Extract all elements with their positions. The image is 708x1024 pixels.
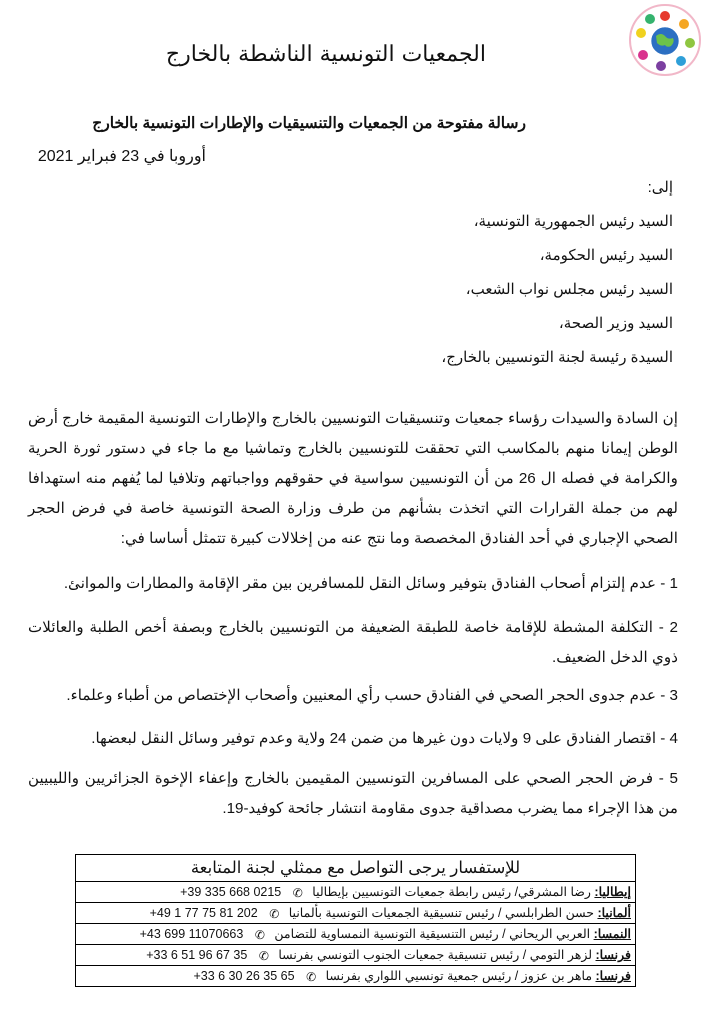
contact-person: العربي الريحاني / رئيس التنسيقية التونسية النمساوية للتضامن bbox=[274, 927, 591, 942]
contact-person: ماهر بن عزوز / رئيس جمعية تونسيي اللواري بفرنسا bbox=[325, 969, 593, 984]
contact-phone[interactable]: +33 6 51 96 67 35 bbox=[146, 948, 248, 963]
to-label: إلى: bbox=[647, 179, 673, 196]
issue-item: 4 - اقتصار الفنادق على 9 ولايات دون غيرها من ضمن 24 ولاية وعدم توفير وسائل النقل لبعضها. bbox=[91, 730, 678, 747]
issue-item: 1 - عدم إلتزام أصحاب الفنادق بتوفير وسائل النقل للمسافرين بين مقر الإقامة والمطارات والموانئ. bbox=[63, 575, 678, 592]
issue-item: 5 - فرض الحجر الصحي على المسافرين التونسيين المقيمين بالخارج وإعفاء الإخوة الجزائريين والليبيين من هذا الإجراء مما يضرب مصداقية جدوى مقاومة انتشار جائحة كوفيد-19. bbox=[28, 770, 678, 817]
recipient-parliament-speaker: السيد رئيس مجلس نواب الشعب، bbox=[465, 281, 673, 298]
issue-item: 3 - عدم جدوى الحجر الصحي في الفنادق حسب رأي المعنيين وأصحاب الإختصاص من أطباء وعلماء. bbox=[66, 687, 678, 704]
contact-phone[interactable]: +39 335 668 0215 bbox=[180, 885, 282, 900]
recipient-prime-minister: السيد رئيس الحكومة، bbox=[539, 247, 673, 264]
contact-row-germany bbox=[76, 903, 636, 924]
contact-row-austria bbox=[76, 924, 636, 945]
contact-country: ألمانيا: bbox=[597, 906, 631, 921]
globe-people-logo-icon bbox=[628, 3, 702, 77]
contact-row-france-2 bbox=[76, 966, 636, 987]
phone-icon: ✆ bbox=[292, 885, 303, 900]
contact-country: فرنسا: bbox=[595, 948, 631, 963]
contact-country: فرنسا: bbox=[595, 969, 631, 984]
phone-icon: ✆ bbox=[269, 906, 280, 921]
recipients-block bbox=[441, 176, 673, 380]
phone-icon: ✆ bbox=[306, 969, 317, 984]
phone-icon: ✆ bbox=[254, 927, 265, 942]
organization-name: الجمعيات التونسية الناشطة بالخارج bbox=[165, 42, 486, 67]
issue-item: 2 - التكلفة المشطة للإقامة خاصة للطبقة الضعيفة من التونسيين بالخارج وبصفة أخص الطلبة والعائلات ذوي الدخل الضعيف. bbox=[28, 619, 678, 666]
intro-paragraph: إن السادة والسيدات رؤساء جمعيات وتنسيقيات التونسيين بالخارج والإطارات التونسية المقيمة خارج أرض الوطن إيمانا منهم بالمكاسب التي تحققت للتونسيين بالخارج وتماشيا مع ما جاء في دستور ثورة الحرية والكرامة في فصله ال 26 من أن التونسيين سواسية في حقوقهم وواجباتهم وتلافيا لما يُفهم منه استهدافا لهم من جملة القرارات التي اتخذت بشأنهم من طرف وزارة الصحة التونسية خاصة في فرض الحجر الصحي الإجباري في أحد الفنادق المخصصة وما نتج عنه من إخلالات كبيرة تتمثل أساسا في: bbox=[28, 410, 678, 547]
recipient-president: السيد رئيس الجمهورية التونسية، bbox=[473, 213, 673, 230]
letter-title: رسالة مفتوحة من الجمعيات والتنسيقيات والإطارات التونسية بالخارج bbox=[92, 115, 526, 132]
contact-row-france-1 bbox=[76, 945, 636, 966]
recipient-health-minister: السيد وزير الصحة، bbox=[558, 315, 673, 332]
contact-person: لزهر التومي / رئيس تنسيقية جمعيات الجنوب التونسي بفرنسا bbox=[278, 948, 593, 963]
contact-country: إيطاليا: bbox=[594, 885, 631, 900]
contact-country: النمسا: bbox=[593, 927, 631, 942]
letter-date: أوروبا في 23 فبراير 2021 bbox=[37, 148, 206, 165]
contacts-table bbox=[75, 854, 636, 987]
contact-phone[interactable]: +43 699 11070663 bbox=[139, 927, 244, 942]
contact-person: رضا المشرقي/ رئيس رابطة جمعيات التونسيين بإيطاليا bbox=[312, 885, 591, 900]
phone-icon: ✆ bbox=[258, 948, 269, 963]
contact-phone[interactable]: +33 6 30 26 35 65 bbox=[193, 969, 295, 984]
contacts-heading: للإستفسار يرجى التواصل مع ممثلي لجنة المتابعة bbox=[76, 855, 636, 882]
contact-phone[interactable]: +49 1 77 75 81 202 bbox=[149, 906, 258, 921]
contact-row-italy bbox=[76, 882, 636, 903]
recipient-committee-chair: السيدة رئيسة لجنة التونسيين بالخارج، bbox=[441, 349, 673, 366]
contact-person: حسن الطرابلسي / رئيس تنسيقية الجمعيات التونسية بألمانيا bbox=[288, 906, 594, 921]
